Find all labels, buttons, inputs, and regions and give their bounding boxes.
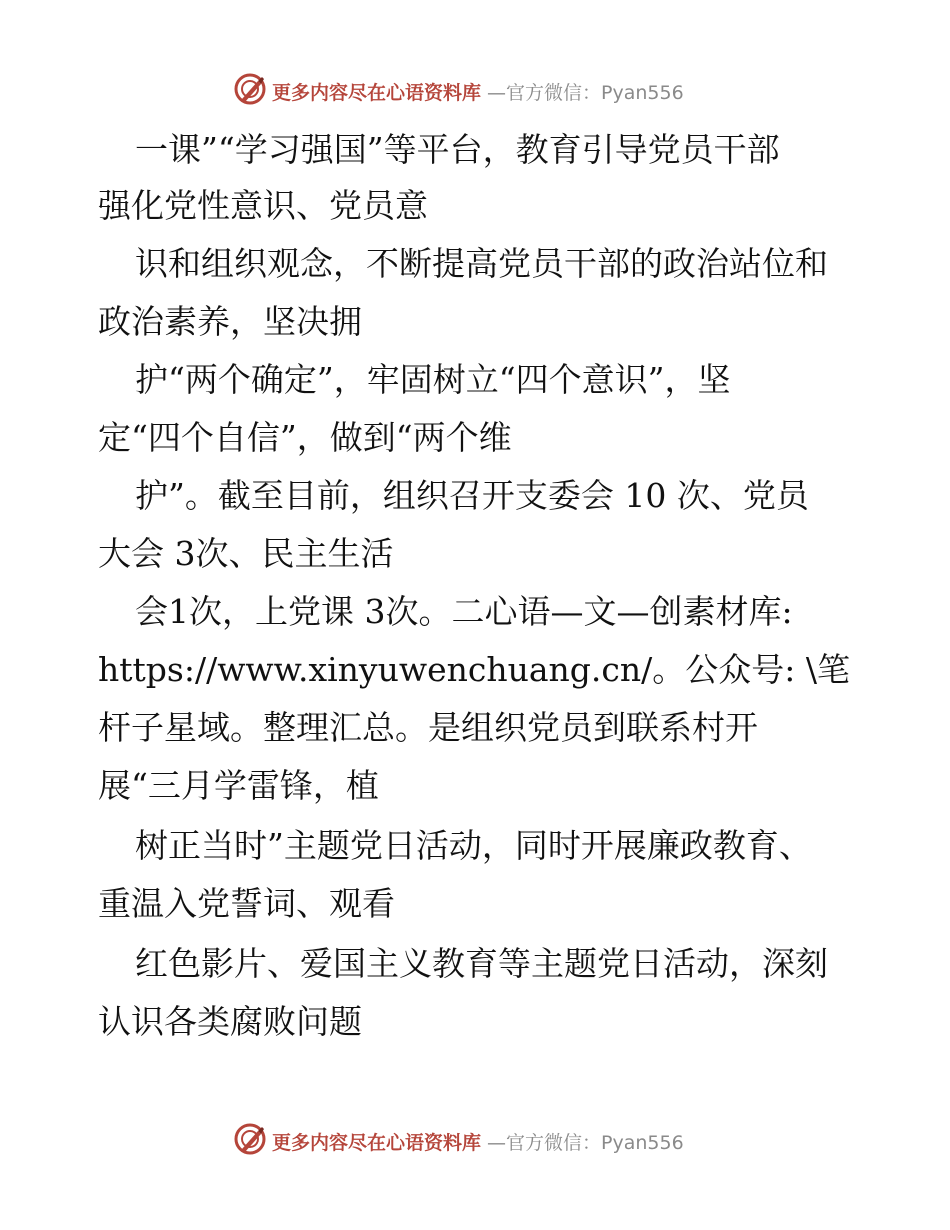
header-banner: [0, 70, 950, 110]
body-line: 会1次，上党课 3次。二心语—文—创素材库:: [135, 592, 793, 631]
body-line: 认识各类腐败问题: [98, 1002, 362, 1041]
pen-circle-logo-icon: [233, 1122, 267, 1156]
body-line: 政治素养，坚决拥: [98, 302, 362, 341]
wechat-contact: —官方微信：Pyan556: [487, 82, 684, 104]
body-line: 杆子星域。整理汇总。是组织党员到联系村开: [98, 708, 758, 747]
body-line: 大会 3次、民主生活: [98, 534, 394, 573]
body-line: https://www.xinyuwenchuang.cn/。公众号: \笔: [98, 650, 850, 689]
body-line: 展“三月学雷锋，植: [98, 766, 379, 805]
body-line: 一课”“学习强国”等平台，教育引导党员干部: [135, 130, 780, 169]
body-line: 树正当时”主题党日活动，同时开展廉政教育、: [135, 826, 812, 865]
body-line: 护“两个确定”，牢固树立“四个意识”，坚: [135, 360, 731, 399]
footer-banner: [0, 1120, 950, 1160]
wechat-contact: —官方微信：Pyan556: [487, 1132, 684, 1154]
brand-name: 更多内容尽在心语资料库: [272, 1132, 482, 1154]
body-line: 护”。截至目前，组织召开支委会 10 次、党员: [135, 476, 809, 515]
body-line: 红色影片、爱国主义教育等主题党日活动，深刻: [135, 944, 828, 983]
body-line: 定“四个自信”，做到“两个维: [98, 418, 512, 457]
body-line: 重温入党誓词、观看: [98, 884, 395, 923]
body-line: 识和组织观念，不断提高党员干部的政治站位和: [135, 244, 828, 283]
body-line: 强化党性意识、党员意: [98, 186, 428, 225]
pen-circle-logo-icon: [233, 72, 267, 106]
brand-name: 更多内容尽在心语资料库: [272, 82, 482, 104]
